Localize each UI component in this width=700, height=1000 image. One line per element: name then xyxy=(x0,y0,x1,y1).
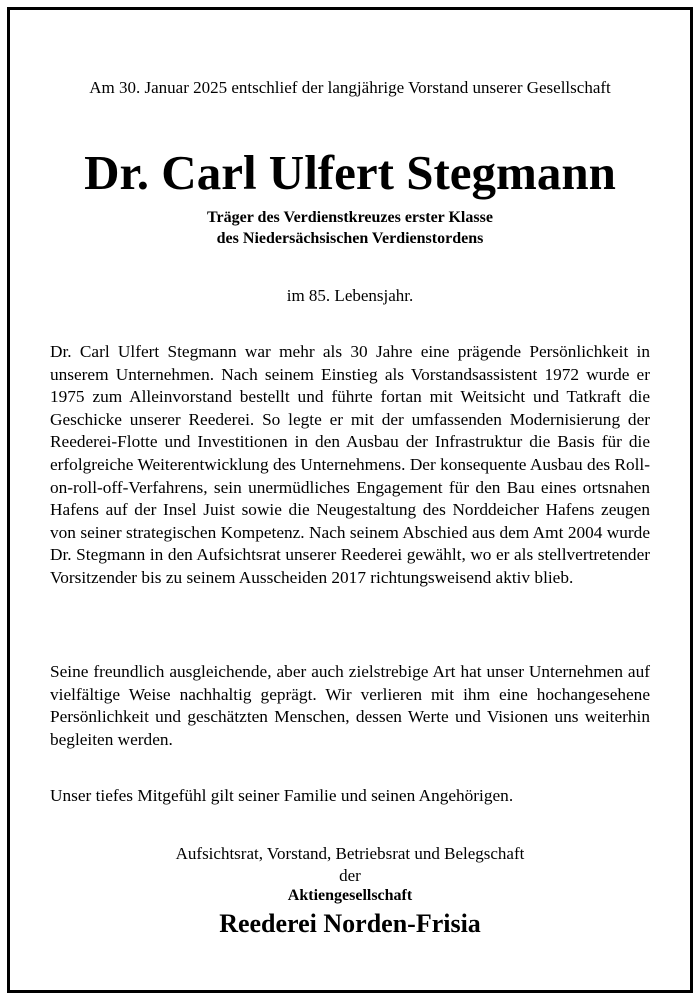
honors-block xyxy=(50,207,650,249)
tribute-paragraph-1: Dr. Carl Ulfert Stegmann war mehr als 30 Jahre eine prägende Persönlichkeit in unserem Unternehmen. Nach seinem Einstieg als Vorstandsassistent 1972 wurde er 1975 zum Alleinvorstand bestellt und führte fortan mit Weitsicht und Tatkraft die Geschicke unserer Reederei. So legte er mit der umfassenden Modernisierung der Reederei-Flotte und Investitionen in den Ausbau der Infrastruktur die Basis für die erfolgreiche Weiterentwicklung des Unternehmens. Der konsequente Ausbau des Roll-on-roll-off-Verfahrens, sein unermüdliches Engagement für den Bau eines ortsnahen Hafens auf der Insel Juist sowie die Neugestaltung des Norddeicher Hafens zeugen von seiner strategischen Kompetenz. Nach seinem Abschied aus dem Amt 2004 wurde Dr. Stegmann in den Aufsichtsrat unserer Reederei gewählt, wo er als stellvertretender Vorsitzender bis zu seinem Ausscheiden 2017 richtungsweisend aktiv blieb. xyxy=(50,342,650,587)
condolence-paragraph: Unser tiefes Mitgefühl gilt seiner Familie und seinen Angehörigen. xyxy=(50,786,514,805)
signatories-connector: der xyxy=(339,866,361,885)
signatories xyxy=(50,843,650,887)
honors-line-1: Träger des Verdienstkreuzes erster Klasse xyxy=(207,209,493,226)
deceased-name: Dr. Carl Ulfert Stegmann xyxy=(84,145,616,200)
honors-line-2: des Niedersächsischen Verdienstordens xyxy=(216,230,484,247)
tribute-paragraph-2: Seine freundlich ausgleichende, aber auch zielstrebige Art hat unser Unternehmen auf vielfältige Weise nachhaltig geprägt. Wir verlieren mit ihm eine hochangesehene Persönlichkeit und geschätzten Menschen, dessen Werte und Visionen uns weiterhin begleiten werden. xyxy=(50,662,650,749)
company-name: Reederei Norden-Frisia xyxy=(219,909,481,938)
intro-text: Am 30. Januar 2025 entschlief der langjährige Vorstand unserer Gesellschaft xyxy=(89,78,611,97)
age-text: im 85. Lebensjahr. xyxy=(286,286,414,305)
signatories-line: Aufsichtsrat, Vorstand, Betriebsrat und Belegschaft xyxy=(175,844,525,863)
company-type: Aktiengesellschaft xyxy=(287,887,413,904)
